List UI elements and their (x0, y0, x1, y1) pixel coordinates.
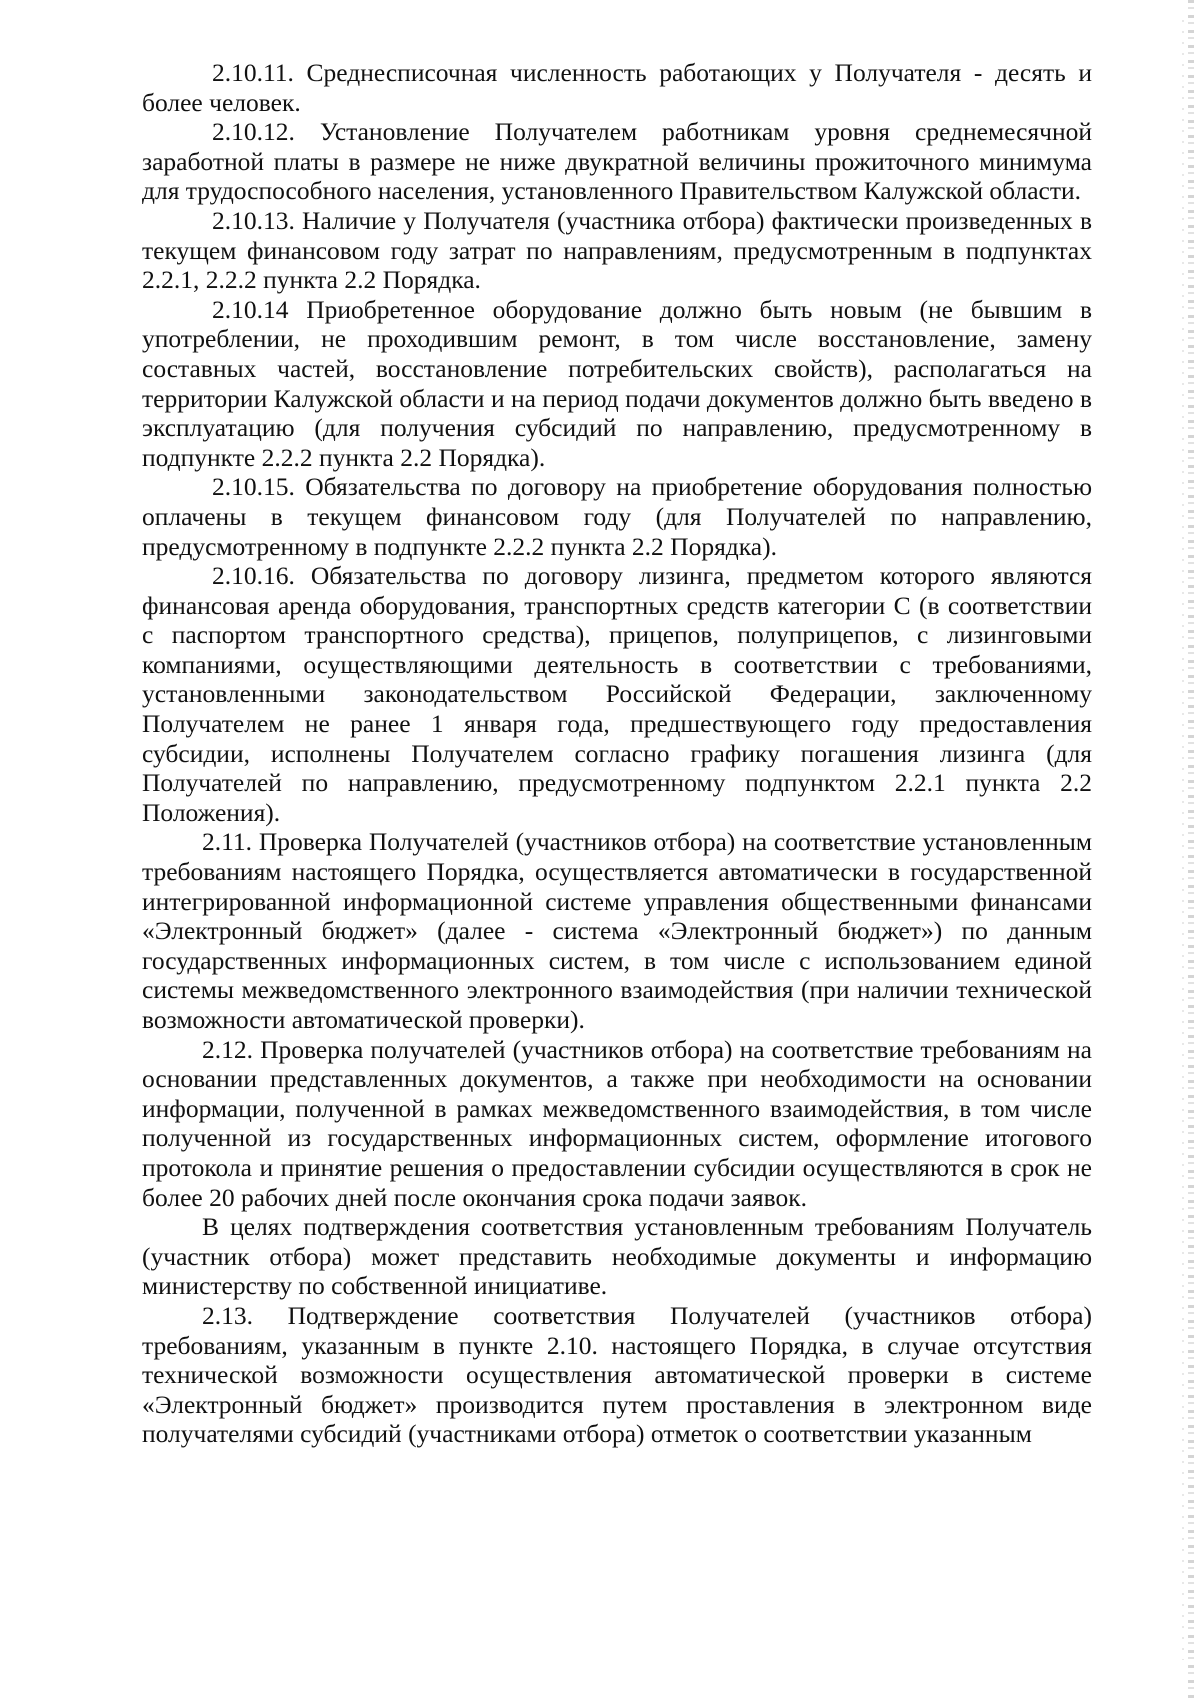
paragraph-2-10-16: 2.10.16. Обязательства по договору лизинга, предметом которого являются финансовая аренда оборудования, транспортных средств категории С (в соответствии с паспортом транспортного средства), прицепов, полуприцепов, с лизинговыми компаниями, осуществляющими деятельность в соответствии с требованиями, установленными законодательством Российской Федерации, заключенному Получателем не ранее 1 января года, предшествующего году предоставления субсидии, исполнены Получателем согласно графику погашения лизинга (для Получателей по направлению, предусмотренному подпунктом 2.2.1 пункта 2.2 Положения). (142, 561, 1092, 827)
paragraph-2-10-15: 2.10.15. Обязательства по договору на приобретение оборудования полностью оплачены в текущем финансовом году (для Получателей по направлению, предусмотренному в подпункте 2.2.2 пункта 2.2 Порядка). (142, 472, 1092, 561)
paragraph-2-13: 2.13. Подтверждение соответствия Получателей (участников отбора) требованиям, указанным в пункте 2.10. настоящего Порядка, в случае отсутствия технической возможности осуществления автоматической проверки в системе «Электронный бюджет» производится путем проставления в электронном виде получателями субсидий (участниками отбора) отметок о соответствии указанным (142, 1300, 1092, 1449)
scan-edge-artifact (1188, 0, 1194, 1699)
paragraph-2-11: 2.11. Проверка Получателей (участников отбора) на соответствие установленным требованиям настоящего Порядка, осуществляется автоматически в государственной интегрированной информационной системе управления общественными финансами «Электронный бюджет» (далее - система «Электронный бюджет») по данным государственных информационных систем, в том числе с использованием единой системы межведомственного электронного взаимодействия (при наличии технической возможности автоматической проверки). (142, 827, 1092, 1034)
paragraph-2-10-13: 2.10.13. Наличие у Получателя (участника отбора) фактически произведенных в текущем финансовом году затрат по направлениям, предусмотренным в подпунктах 2.2.1, 2.2.2 пункта 2.2 Порядка. (142, 205, 1092, 295)
paragraph-2-10-12: 2.10.12. Установление Получателем работникам уровня среднемесячной заработной платы в размере не ниже двукратной величины прожиточного минимума для трудоспособного населения, установленного Правительством Калужской области. (142, 117, 1092, 206)
paragraph-2-12-initiative: В целях подтверждения соответствия установленным требованиям Получатель (участник отбора) может представить необходимые документы и информацию министерству по собственной инициативе. (142, 1212, 1092, 1301)
paragraph-2-10-14: 2.10.14 Приобретенное оборудование должно быть новым (не бывшим в употреблении, не проходившим ремонт, в том числе восстановление, замену составных частей, восстановление потребительских свойств), располагаться на территории Калужской области и на период подачи документов должно быть введено в эксплуатацию (для получения субсидий по направлению, предусмотренному в подпункте 2.2.2 пункта 2.2 Порядка). (142, 294, 1092, 472)
document-body (142, 58, 1092, 1449)
paragraph-2-10-11: 2.10.11. Среднесписочная численность работающих у Получателя - десять и более человек. (142, 58, 1092, 117)
scan-edge-artifact-inner (1182, 20, 1184, 1660)
paragraph-2-12: 2.12. Проверка получателей (участников отбора) на соответствие требованиям на основании представленных документов, а также при необходимости на основании информации, полученной в рамках межведомственного взаимодействия, в том числе полученной из государственных информационных систем, оформление итогового протокола и принятие решения о предоставлении субсидии осуществляются в срок не более 20 рабочих дней после окончания срока подачи заявок. (142, 1034, 1092, 1212)
